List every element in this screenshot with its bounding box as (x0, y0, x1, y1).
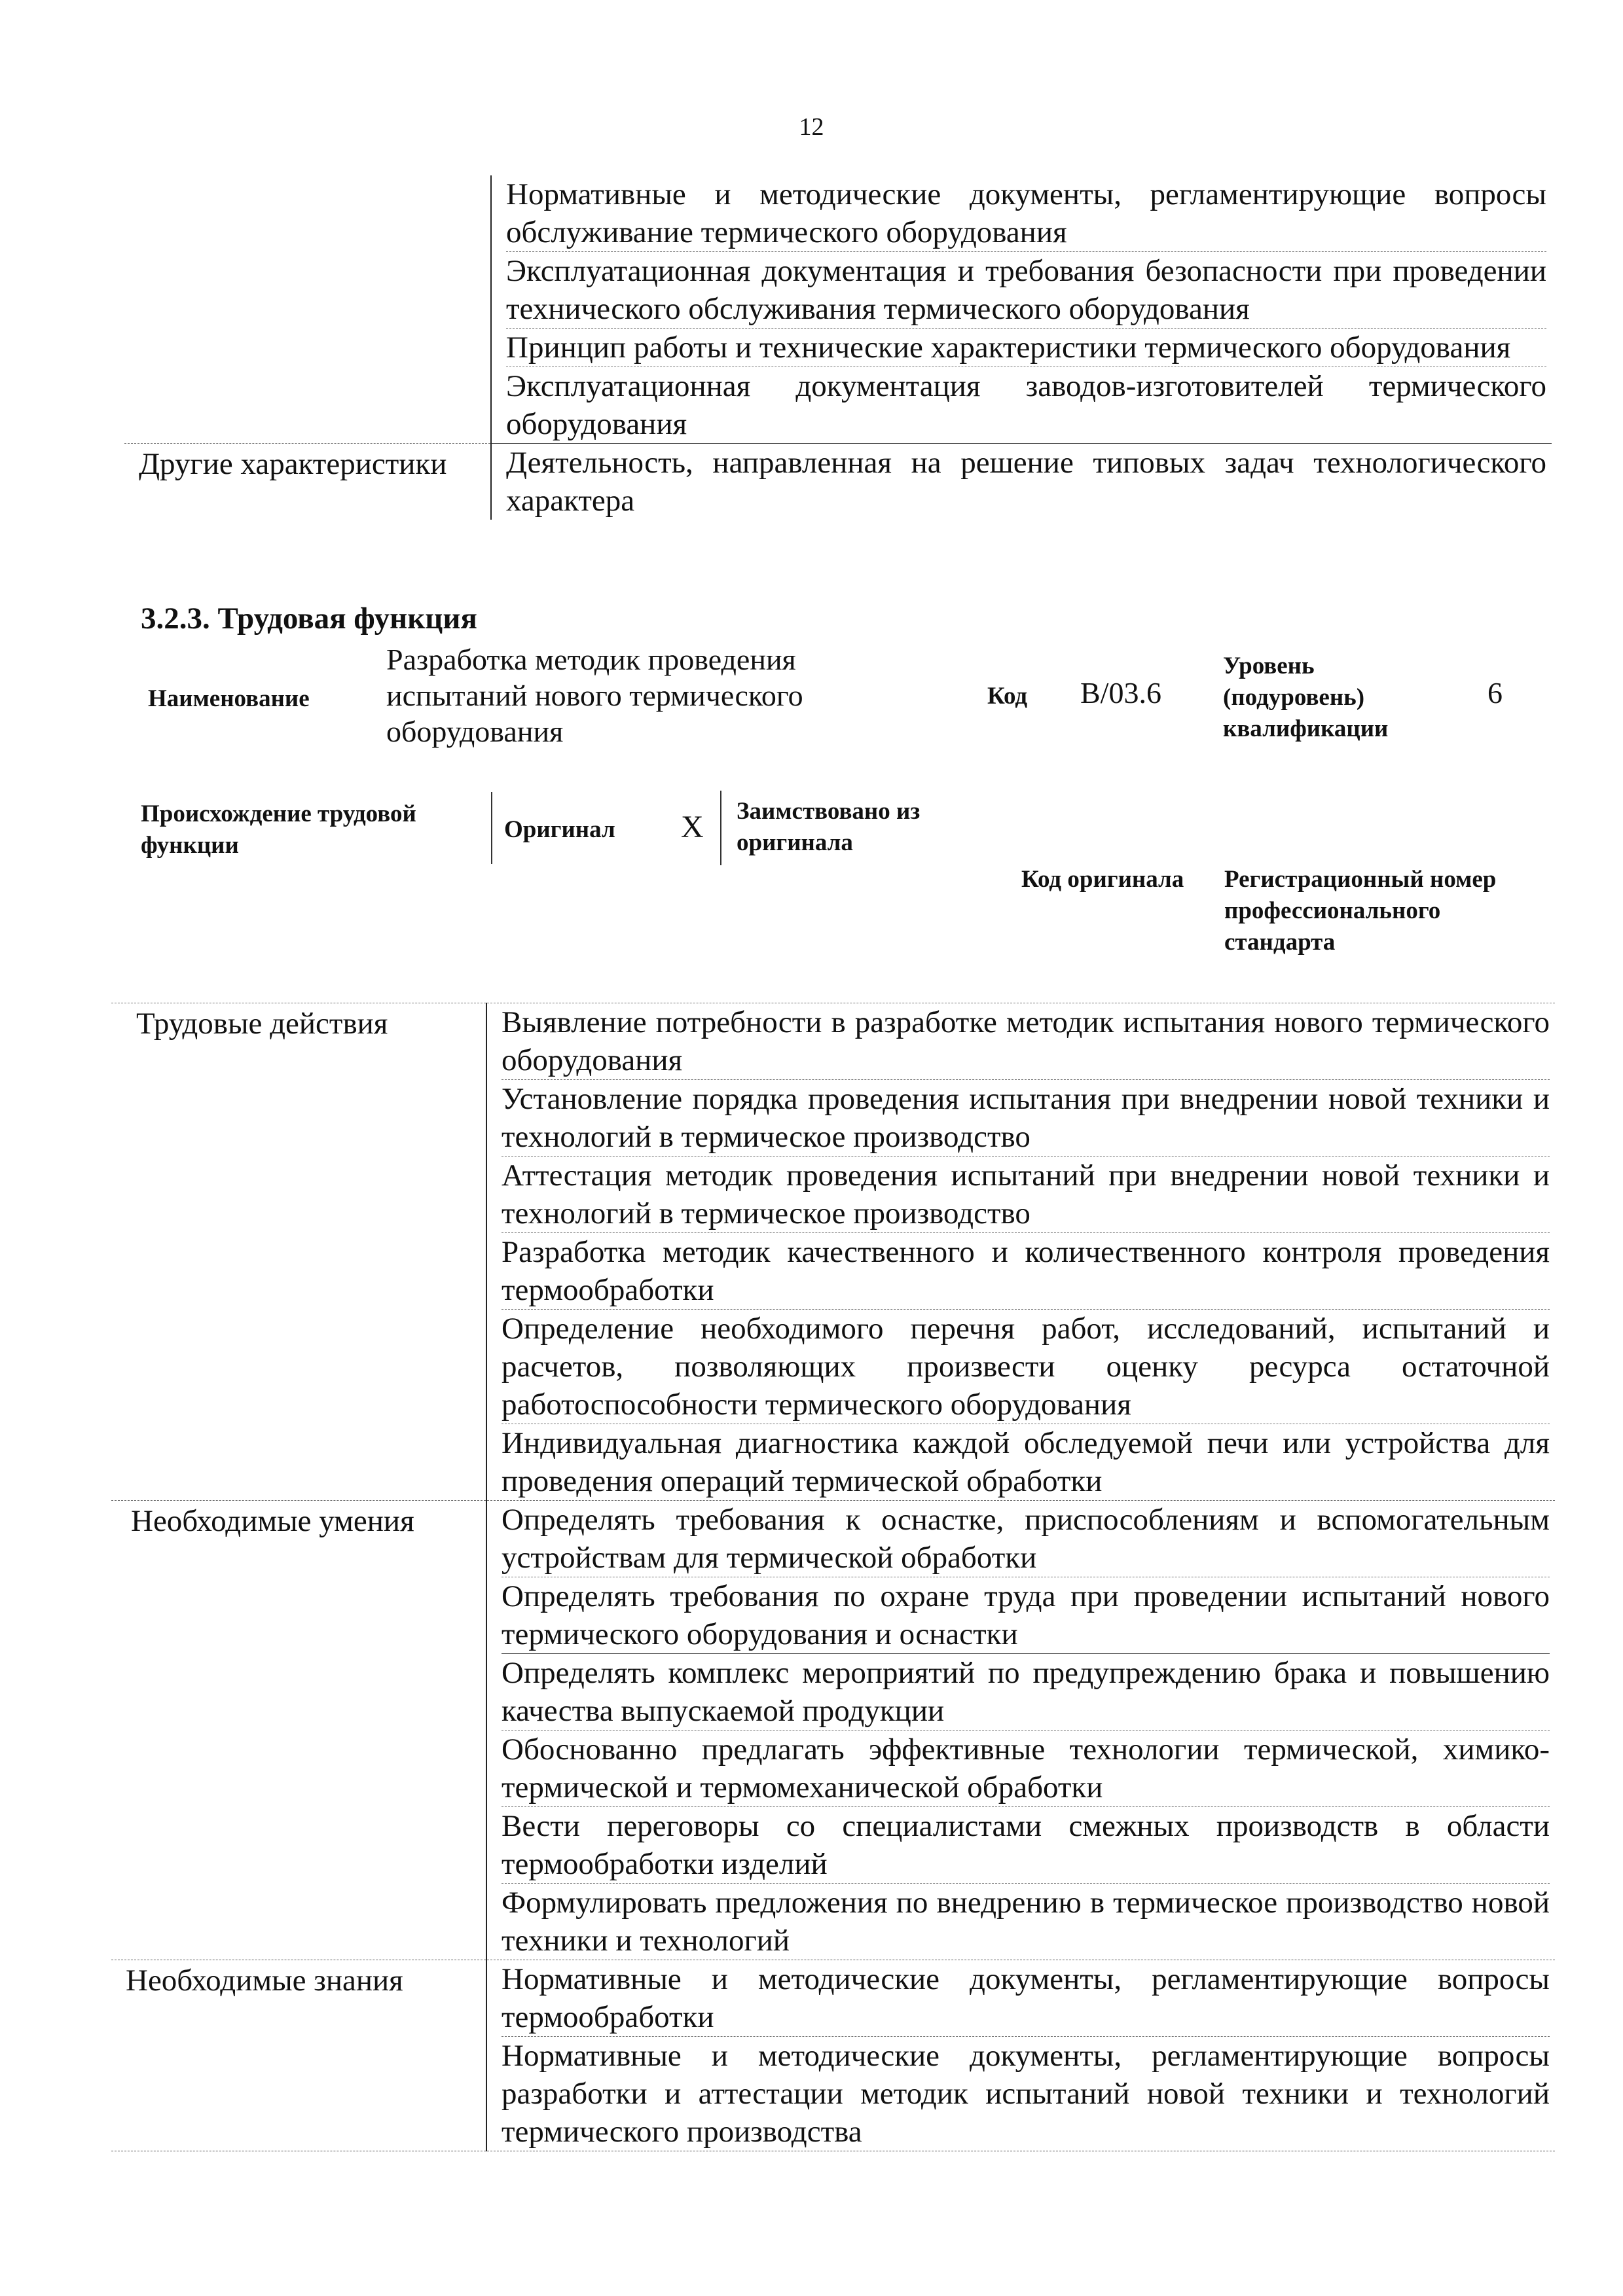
action-item: Аттестация методик проведения испытаний при внедрении новой техники и технологий в термическое производство (501, 1157, 1550, 1233)
action-item: Разработка методик качественного и количественного контроля проведения термообработки (501, 1233, 1550, 1310)
skill-item: Вести переговоры со специалистами смежных производств в области термообработки изделий (501, 1807, 1550, 1884)
page-number: 12 (799, 113, 824, 141)
original-code-label: Код оригинала (1021, 866, 1184, 893)
name-label: Наименование (148, 685, 310, 712)
origin-box-border (491, 792, 492, 864)
code-value: B/03.6 (1080, 676, 1161, 709)
knowledge-item: Принцип работы и технические характеристики термического оборудования (506, 329, 1546, 367)
section-title: 3.2.3. Трудовая функция (141, 601, 477, 636)
skill-item: Формулировать предложения по внедрению в термическое производство новой техники и технологий (501, 1886, 1550, 1958)
actions-label: Трудовые действия (111, 1003, 486, 1501)
action-item: Выявление потребности в разработке методик испытания нового термического оборудования (501, 1003, 1550, 1080)
origin-label: Происхождение трудовой функции (141, 800, 416, 859)
knowledge-item: Нормативные и методические документы, регламентирующие вопросы термообработки (501, 1960, 1550, 2037)
level-value: 6 (1487, 676, 1503, 709)
previous-function-table (124, 175, 1552, 520)
skill-item: Определять комплекс мероприятий по предупреждению брака и повышению качества выпускаемой продукции (501, 1654, 1550, 1731)
knowledge-label: Необходимые знания (126, 1964, 403, 1998)
code-label: Код (987, 683, 1028, 709)
skill-item: Обоснованно предлагать эффективные технологии термической, химико-термической и термомеханической обработки (501, 1731, 1550, 1807)
original-mark: X (681, 810, 704, 844)
reg-number-label: Регистрационный номер профессионального стандарта (1224, 866, 1497, 956)
knowledge-item: Нормативные и методические документы, регламентирующие вопросы обслуживание термического оборудования (506, 175, 1546, 252)
skill-item: Определять требования к оснастке, приспособлениям и вспомогательным устройствам для термической обработки (501, 1501, 1550, 1577)
action-item: Индивидуальная диагностика каждой обследуемой печи или устройства для проведения операций термической обработки (501, 1426, 1550, 1498)
action-item: Определение необходимого перечня работ, исследований, испытаний и расчетов, позволяющих произвести оценку ресурса остаточной работоспособности термического оборудования (501, 1310, 1550, 1424)
other-characteristics-label: Другие характеристики (124, 444, 491, 520)
function-name: Разработка методик проведения испытаний нового термического оборудования (386, 643, 803, 748)
knowledge-item: Эксплуатационная документация и требования безопасности при проведении технического обслуживания термического оборудования (506, 252, 1546, 329)
other-characteristics-text: Деятельность, направленная на решение типовых задач технологического характера (506, 446, 1546, 518)
original-label: Оригинал (504, 816, 615, 843)
knowledge-item: Нормативные и методические документы, регламентирующие вопросы разработки и аттестации методик испытаний новой техники и технологий термического производства (501, 2039, 1550, 2149)
borrowed-label: Заимствовано из оригинала (737, 798, 921, 856)
action-item: Установление порядка проведения испытания при внедрении новой техники и технологий в термическое производство (501, 1080, 1550, 1157)
level-label: Уровень (подуровень) квалификации (1223, 653, 1389, 742)
skill-item: Определять требования по охране труда при проведении испытаний нового термического оборудования и оснастки (501, 1577, 1550, 1654)
borrowed-box-border (720, 791, 721, 865)
knowledge-item: Эксплуатационная документация заводов-изготовителей термического оборудования (506, 369, 1546, 441)
labor-function-table (111, 1003, 1555, 2151)
skills-label: Необходимые умения (111, 1501, 486, 1960)
